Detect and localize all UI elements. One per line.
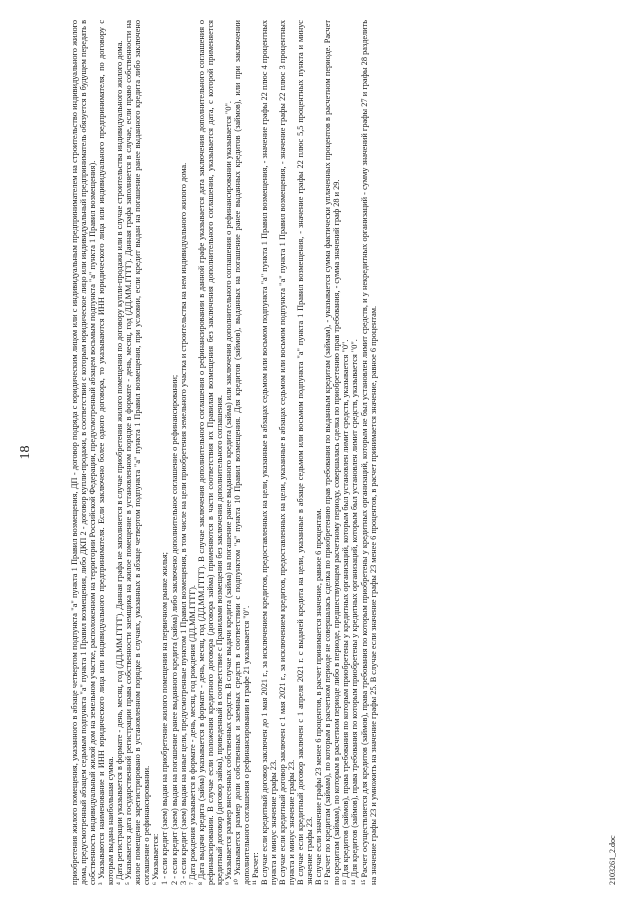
calc-paragraph: В случае если кредитный договор заключен с 1 мая 2021 г., за исключением кредитов, предоставленных на цели, указанные в абзацах седьмом или восьмом подпункта "а" пункта 1 Правил возмещения, - значение графы 22 плюс 3 процентных пункта и минус значение графы 23.: [278, 20, 297, 885]
list-item: 1 - если кредит (заем) выдан на приобретение жилого помещения на первичном рынке жилья;: [160, 552, 170, 885]
calc-paragraph: В случае если значение графы 23 менее 6 процентов, в расчет принимается значение, равное 6 процентам.: [314, 508, 324, 885]
footnote-4: ⁴ Дата регистрации указывается в формате - день, месяц, год (ДД.ММ.ГГГГ). Данная графа не заполняется в случае приобретения жилого помещения по договору купли-продажи или в случае строительства индивидуального жилого дома.: [115, 40, 125, 885]
footnote-14: ¹⁴ Для кредитов (займов), права требования по которым приобретены у кредитных организаций, которым был установлен лимит средств, указывается "0".: [350, 339, 360, 885]
page-number: 18: [18, 445, 33, 460]
rotated-page: [20, 20, 620, 885]
calc-paragraph: В случае если кредитный договор заключен до 1 мая 2021 г., за исключением кредитов, предоставленных на цели, указанные в абзацах седьмом или восьмом подпункта "а" пункта 1 Правил возмещения, - значение графы 22 плюс 4 процентных пункта и минус значение графы 23.: [259, 20, 279, 885]
footnote-10: ¹⁰ Указывается размер доли собственных и заемных средств в соответствии с подпунктом "в" пункта 10 Правил возмещения. Для кредитов (займов), выданных на погашение ранее выданных кредитов (займов), или при заключении дополнительного соглашения о рефинансировании в графе 21 указывается "0".: [232, 20, 251, 885]
footnotes-body: [70, 20, 378, 885]
footnote-13: ¹³ Для кредитов (займов), права требования по которым приобретены у кредитных организаций, которым был установлен лимит средств, указывается "0".: [341, 339, 351, 885]
list-item: 2 - если кредит (заем) выдан на погашение ранее выданного кредита (займа) либо заключено дополнительное соглашение о рефинансировании;: [169, 374, 179, 885]
footnote-11: ¹¹ Расчет:: [250, 852, 260, 885]
footnote-7: ⁷ Дата рождения указывается в формате - день, месяц, год рождения (ДД.ММ.ГГГГ).: [187, 585, 197, 885]
footnote-15: ¹⁵ Расчет осуществляется для кредитов (займов), права требования по которым приобретены у кредитных организаций, которым не был установлен лимит средств, и у некредитных организаций - сумму значений графы 27 и графы 28 разделить на значение графы 23 и умножить на значение графы 25. В случае если значение графы 23 менее 6 процентов, в расчет принимается значение, равное 6 процентам.: [359, 20, 378, 885]
list-item: 3 - если кредит (заем) выдан на иные цели, предусмотренные пунктом 1 Правил возмещения, в том числе на цели приобретения земельного участка и строительства на нем индивидуального жилого дома.: [178, 162, 188, 885]
footnote-9: ⁹ Указывается размер внесенных собственных средств. В случае выдачи кредита (займа) на погашение ранее выданного кредита (займа) или заключения дополнительного соглашения о рефинансировании указывается "0".: [223, 101, 233, 885]
footnote-8: ⁸ Дата выдачи кредита (займа) указывается в формате - день, месяц, год (ДД.ММ.ГГГГ). В случае заключения дополнительного соглашения о рефинансировании в данной графе указывается дата заключения дополнительного соглашения о рефинансировании. В случае если положения кредитного договора (договора займа) применяются в части соответствия их Правилам возмещения без заключения дополнительного соглашения, указывается дата, с которой применяется кредитный договор (договор займа), приведенный в соответствие с Правилами возмещения без заключения дополнительного соглашения.: [196, 20, 224, 885]
file-code: 2103261_2.doc: [608, 835, 617, 885]
calc-paragraph: В случае если кредитный договор заключен с 1 апреля 2021 г. с выдачей кредита на цели, указанные в абзаце седьмом или восьмом подпункта "а" пункта 1 Правил возмещения, - значение графы 22 плюс 5,5 процентных пункта и минус значение графы 23.: [296, 20, 315, 885]
footnote-12: ¹² Расчет по кредитам (займам), по которым в расчетном периоде не совершалась сделка по приобретению прав требования по выданным кредитам (займам), - указывается сумма фактически уплаченных процентов в расчетном периоде. Расчет по кредитам (займам), по которым в расчетном периоде либо в периоде, предшествующем расчетному периоду, совершалась сделка по приобретению прав требования, - сумма значений граф 28 и 29.: [323, 20, 342, 885]
footnote-3: ³ Указываются наименование и ИНН юридического лица или индивидуального предпринимателя. Если заключено более одного договора, то указываются ИНН юридического лица или индивидуального предпринимателя, по договору с которым выдана наибольшая сумма.: [97, 20, 116, 885]
paragraph: приобретения жилого помещения, указанного в абзаце четвертом подпункта "а" пункта 1 Правил возмещения, ДП - договор подряда с юридическим лицом или с индивидуальным предпринимателем на строительство индивидуального жилого дома, предусмотренный абзацем седьмым подпункта "а" пункта 1 Правил возмещения, либо ДКП 2 - договор купли-продажи, в соответствии с которым юридическое лицо или индивидуальный предприниматель обязуется в будущем передать в собственность индивидуальный жилой дом на земельном участке, расположенном на территории Российской Федерации, предусмотренный абзацем восьмым подпункта "а" пункта 1 Правил возмещения).: [70, 20, 98, 885]
footnote-5: ⁵ Указывается дата государственной регистрации права собственности заемщика на жилое помещение в установленном порядке в формате - день, месяц, год (ДД.ММ.ГГГГ). Данная графа заполняется в случае, если право собственности на жилое помещение зарегистрировано в установленном порядке в случаях, указанных в абзаце четвертом подпункта "а" пункта 1 Правил возмещения, при условии, если кредит выдан на погашение ранее выданного кредита либо заключено соглашение о рефинансировании.: [124, 20, 152, 885]
footnote-6: ⁶ Указывается:: [151, 833, 161, 885]
